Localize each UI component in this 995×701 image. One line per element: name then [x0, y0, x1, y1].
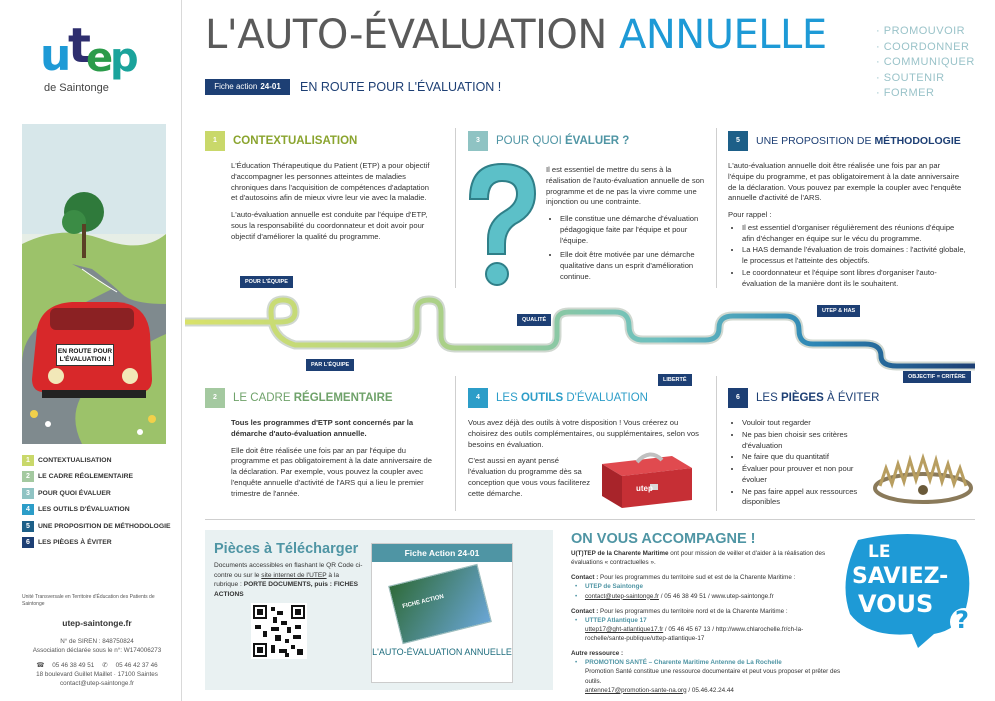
sidebar — [0, 0, 182, 701]
section-title-light: D'ÉVALUATION — [566, 392, 648, 404]
section-title-light: LES — [756, 392, 778, 404]
website-link[interactable]: utep-saintonge.fr — [62, 617, 132, 628]
section-number: 6 — [728, 388, 748, 408]
title-highlight: ANNUELLE — [619, 12, 827, 58]
fiche-thumbnail-label: FICHE ACTION — [401, 593, 445, 611]
path-label-objectif: OBJECTIF = CRITÈRE — [903, 371, 971, 383]
toc-number: 5 — [22, 521, 34, 532]
fiche-number: 24-01 — [260, 82, 281, 91]
section-title — [233, 135, 357, 147]
entity-name: UTEP de Saintonge — [585, 583, 643, 591]
bubble-line-3: VOUS — [858, 590, 934, 618]
toc-number: 2 — [22, 471, 34, 482]
section-body — [728, 418, 863, 508]
section-body — [728, 161, 968, 290]
divider — [716, 376, 717, 511]
list-item: • Ne pas faire appel aux ressources disponibles — [742, 487, 863, 509]
section-title-light: À ÉVITER — [826, 392, 880, 404]
email-link[interactable]: uttep17@ght-atlantique17.fr — [585, 625, 664, 633]
page-subtitle: EN ROUTE POUR L'ÉVALUATION ! — [300, 80, 502, 94]
page-title — [205, 12, 827, 58]
contact-label: Contact : — [571, 574, 599, 582]
title-main: L'AUTO-ÉVALUATION — [205, 12, 607, 58]
list-item: • Elle doit être motivée par une démarche qualitative dans un esprit d'amélioration continue. — [560, 250, 706, 282]
downloads-text-b: à la rubrique : — [214, 571, 340, 589]
section-title-light: LES — [496, 392, 518, 404]
qr-code-icon[interactable] — [251, 603, 307, 659]
entity-name: UTTEP Atlantique 17 — [585, 616, 647, 624]
section-header — [728, 388, 978, 408]
toolbox-icon — [592, 448, 704, 510]
email-link[interactable]: antenne17@promotion-sante-na.org — [585, 686, 687, 694]
fax-icon: ✆ — [102, 662, 108, 670]
toc-item-1[interactable] — [22, 452, 178, 469]
toc-label: POUR QUOI ÉVALUER — [38, 489, 111, 497]
verb-item: · PROMOUVOIR — [876, 24, 975, 40]
section-number: 5 — [728, 131, 748, 151]
list-item: • Vouloir tout regarder — [742, 418, 863, 429]
fiche-badge — [205, 79, 290, 95]
verb-item: · SOUTENIR — [876, 71, 975, 87]
bubble-line-2: SAVIEZ- — [852, 564, 949, 589]
road-car-image — [22, 124, 166, 444]
email-link[interactable]: contact@utep-saintonge.fr — [585, 592, 659, 600]
section-title-light: POUR QUOI — [496, 135, 562, 147]
list-item: • La HAS demande l'évaluation de trois domaines : l'activité globale, le processus et l'atteinte des objectifs. — [742, 245, 968, 267]
phones — [22, 661, 172, 670]
downloads-text — [214, 561, 364, 599]
contact-label: Contact : — [571, 607, 599, 615]
logo-letter-e: e — [86, 35, 114, 81]
section-header — [728, 131, 978, 151]
fiche-thumbnail — [388, 564, 492, 644]
toc-item-4[interactable] — [22, 502, 178, 519]
path-label-pour-equipe: POUR L'ÉQUIPE — [240, 276, 293, 288]
phone-2[interactable]: 05 46 42 37 46 — [115, 662, 158, 670]
section-number: 4 — [468, 388, 488, 408]
section-title-bold: RÉGLEMENTAIRE — [293, 392, 393, 404]
list-item: • Elle constitue une démarche d'évaluation pédagogique faite par l'équipe et pour l'équipe. — [560, 214, 706, 246]
path-label-par-equipe: PAR L'ÉQUIPE — [306, 359, 354, 371]
section-title-bold: ÉVALUER ? — [565, 135, 630, 147]
verbs-list — [876, 24, 975, 102]
toolbox-label: utep — [636, 484, 653, 493]
section-title-light: LE CADRE — [233, 392, 291, 404]
fiche-card-bar: Fiche Action 24-01 — [372, 544, 512, 562]
paragraph: L'Éducation Thérapeutique du Patient (ETP) a pour objectif d'accompagner les personnes atteintes de maladies chroniques dans l'acquisition de compétences d'adaptation et d'autosoins afin de mieux vivre leur vie avec la maladie. — [231, 161, 430, 203]
downloads-path: PORTE DOCUMENTS, puis : FICHES ACTIONS — [214, 581, 358, 598]
toc-item-2[interactable] — [22, 469, 178, 486]
contact-details: / 05 46 38 49 51 / www.utep-saintonge.fr — [660, 592, 774, 600]
contact-block-3 — [571, 649, 841, 695]
toc-number: 1 — [22, 455, 34, 466]
path-label-utep-has: UTEP & HAS — [817, 305, 860, 317]
question-mark: ? — [955, 606, 969, 634]
org-fullname: Unité Transversale en Territoire d'Éducation des Patients de Saintonge — [22, 594, 155, 608]
paragraph: Vous avez déjà des outils à votre disposition ! Vous créerez ou choisirez des outils complémentaires, ou supplémentaires, selon vos besoins en évaluation. — [468, 418, 699, 449]
list-item: • Ne faire que du quantitatif — [742, 452, 863, 463]
section-number: 2 — [205, 388, 225, 408]
path-label-liberte: LIBERTÉ — [658, 374, 692, 386]
contact-block-1 — [571, 573, 841, 600]
fiche-card[interactable] — [371, 543, 513, 683]
section-title-bold: MÉTHODOLOGIE — [874, 135, 961, 147]
section-title — [756, 135, 961, 147]
intro-bold: U(T)TEP de la Charente Maritime — [571, 550, 669, 557]
section-header — [468, 388, 708, 408]
fiche-card-name: L'AUTO-ÉVALUATION ANNUELLE — [372, 647, 512, 657]
toolbox-illustration — [592, 448, 704, 510]
paragraph: L'auto-évaluation annuelle doit être réalisée une fois par an par l'équipe du programme, et pas obligatoirement à la date anniversaire de la déclaration. Vous pouvez par exemple la coupler avec l'enquête annuelle d'activité de l'ARS. — [728, 161, 962, 203]
section-cadre-reglementaire — [205, 388, 445, 505]
le-saviez-vous-bubble — [838, 530, 978, 650]
section-header — [468, 131, 708, 151]
section-title — [496, 135, 629, 147]
section-header — [205, 388, 445, 408]
contact-details: / 05 46 45 67 13 / http://www.chlarochelle.fr/ch-la-rochelle/sante-publique/uttep-atlantique-17 — [585, 625, 804, 642]
contact-details: / 05.46.42.24.44 — [688, 686, 734, 694]
section-contextualisation — [205, 131, 445, 248]
logo-letter-t: t — [68, 18, 91, 74]
divider — [455, 376, 456, 511]
section-body — [231, 418, 439, 499]
logo-letter-p: p — [110, 35, 139, 81]
section-body — [546, 165, 706, 283]
list-item: • Le coordonnateur et l'équipe sont libres d'organiser l'auto-évaluation de la manière dont ils le souhaitent. — [742, 268, 968, 290]
contact-text: Promotion Santé constitue une ressource documentaire et peut vous proposer et prêter des outils. — [585, 668, 841, 685]
contact-text: Pour les programmes du territoire sud et est de la Charente Maritime : — [600, 574, 796, 582]
path-label-qualite: QUALITÉ — [517, 314, 551, 326]
toc-number: 6 — [22, 537, 34, 548]
section-methodologie — [728, 131, 978, 291]
toc-item-6[interactable] — [22, 535, 178, 552]
section-title-bold: CONTEXTUALISATION — [233, 135, 358, 147]
toc-number: 4 — [22, 504, 34, 515]
verb-item: · COMMUNIQUER — [876, 55, 975, 71]
downloads-title: Pièces à Télécharger — [214, 541, 359, 557]
paragraph: Tous les programmes d'ETP sont concernés par la démarche d'auto-évaluation annuelle. — [231, 418, 414, 438]
car-sign: EN ROUTE POUR L'ÉVALUATION ! — [56, 344, 114, 366]
section-number: 3 — [468, 131, 488, 151]
section-outils — [468, 388, 708, 505]
accompany-body — [571, 549, 841, 701]
section-title — [233, 392, 393, 404]
list-item: • Ne pas bien choisir ses critères d'évaluation — [742, 430, 863, 452]
address: 18 boulevard Guillet Maillet · 17100 Saintes — [36, 671, 158, 679]
sidebar-footer — [22, 594, 172, 688]
section-body — [231, 161, 435, 242]
section-header — [205, 131, 445, 151]
downloads-text-a: Documents accessibles en flashant le QR Code ci-contre ou sur le — [214, 562, 363, 579]
toc-label: LE CADRE RÉGLEMENTAIRE — [38, 473, 134, 481]
verb-item: · FORMER — [876, 86, 975, 102]
other-label: Autre ressource : — [571, 650, 624, 658]
section-pieges — [728, 388, 978, 509]
toc-number: 3 — [22, 488, 34, 499]
toc-item-5[interactable] — [22, 518, 178, 535]
bear-trap-icon — [868, 438, 978, 508]
section-pourquoi-evaluer — [468, 131, 708, 287]
section-title-bold: OUTILS — [520, 392, 564, 404]
divider — [455, 128, 456, 288]
association-number: Association déclarée sous le n°: W174006273 — [32, 646, 162, 654]
website-link[interactable]: site internet de l'UTEP — [261, 571, 327, 579]
siren-number: N° de SIREN : 848750824 — [60, 637, 134, 645]
road-illustration — [22, 124, 166, 444]
section-title-light: UNE PROPOSITION DE — [756, 135, 872, 147]
evaluation-path — [185, 290, 975, 380]
intro-text: ont pour mission de veiller et d'aider à la réalisation des évaluations « contractuelles ». — [571, 550, 826, 567]
section-title — [496, 392, 648, 404]
question-mark-icon — [460, 159, 540, 294]
toc-label: LES PIÈGES À ÉVITER — [38, 539, 112, 547]
phone-1[interactable]: 05 46 38 49 51 — [52, 662, 95, 670]
toc-label: UNE PROPOSITION DE MÉTHODOLOGIE — [38, 522, 171, 530]
paragraph: C'est aussi en ayant pensé l'évaluation du programme dès sa conception que vous vous faciliterez cette démarche. — [468, 456, 590, 498]
section-title — [756, 392, 879, 404]
verb-item: · COORDONNER — [876, 40, 975, 56]
toc-item-3[interactable] — [22, 485, 178, 502]
utep-logo[interactable] — [22, 16, 162, 106]
bubble-line-1: LE — [868, 542, 891, 562]
logo-letter-u: u — [40, 30, 72, 81]
divider — [205, 519, 975, 520]
accompany-title: ON VOUS ACCOMPAGNE ! — [571, 531, 756, 547]
section-number: 1 — [205, 131, 225, 151]
accompany-intro — [571, 549, 841, 567]
fiche-label: Fiche action — [214, 82, 258, 91]
email-link[interactable]: contact@utep-saintonge.fr — [60, 680, 134, 688]
recall-label: Pour rappel : — [728, 210, 772, 220]
toc-label: CONTEXTUALISATION — [38, 456, 112, 464]
list-item: • Évaluer pour prouver et non pour évoluer — [742, 464, 863, 486]
contact-block-2 — [571, 607, 841, 644]
phone-icon: ☎ — [36, 662, 45, 670]
paragraph: Il est essentiel de mettre du sens à la réalisation de l'auto-évaluation annuelle de son programme et de ne pas la vivre comme une injonction ou une contrainte. — [546, 165, 705, 207]
contact-text: Pour les programmes du territoire nord et de la Charente Maritime : — [600, 607, 788, 615]
paragraph: Elle doit être réalisée une fois par an par l'équipe du programme et pas obligatoirement à la date anniversaire de la déclaration. Par exemple, vous pouvez la coupler avec l'enquête annuelle d'activité de l'ARS qui a lieu le premier trimestre de l'année. — [231, 445, 432, 498]
divider — [716, 128, 717, 288]
section-title-bold: PIÈGES — [780, 392, 824, 404]
table-of-contents — [22, 452, 178, 551]
paragraph: L'auto-évaluation annuelle est conduite par l'équipe d'ETP, sous la responsabilité du coordonnateur et doit avoir pour objectif d'améliorer la qualité du programme. — [231, 210, 428, 241]
toc-label: LES OUTILS D'ÉVALUATION — [38, 506, 130, 514]
logo-subtitle: de Saintonge — [44, 82, 109, 94]
entity-name: PROMOTION SANTÉ – Charente Maritime Antenne de La Rochelle — [585, 659, 782, 667]
list-item: • Il est essentiel d'organiser régulièrement des réunions d'équipe afin d'échanger en équipe sur le vécu du programme. — [742, 223, 968, 245]
